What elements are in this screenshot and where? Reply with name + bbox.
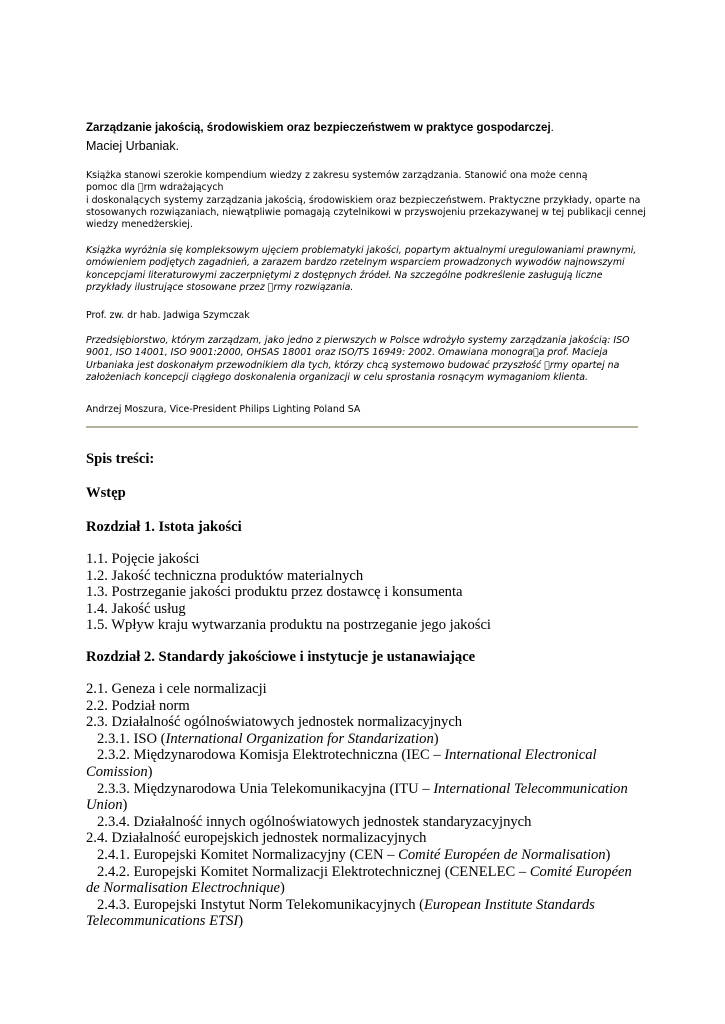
toc-subitem [86, 847, 646, 864]
toc-item: 1.5. Wpływ kraju wytwarzania produktu na postrzeganie jego jakości [86, 617, 491, 634]
description-line-2: pomoc dla  rm wdrażających [86, 182, 224, 194]
toc-subitem [86, 864, 646, 897]
book-header [86, 121, 646, 155]
toc-subitem-italic: Comité Européen de Normalisation Electrochnique [86, 863, 632, 897]
review-signature-1: Prof. zw. dr hab. Jadwiga Szymczak [86, 310, 250, 321]
toc-subitem-text: 2.3.2. Międzynarodowa Komisja Elektrotechniczna (IEC – [97, 747, 445, 764]
chapter-1-title: Rozdział 1. Istota jakości [86, 519, 242, 535]
chapter-2-title: Rozdział 2. Standardy jakościowe i instytucje je ustanawiające [86, 648, 476, 665]
toc-item: 2.1. Geneza i cele normalizacji [86, 680, 267, 697]
toc-subitem-italic: European Institute Standards Telecommunications ETSI [86, 896, 595, 930]
toc-subitem-text: ) [280, 880, 285, 897]
description-line-3: i doskonalących systemy zarządzania jakością, środowiskiem oraz bezpieczeństwem. Praktyczne przykłady, oparte na stosowanych rozwiązaniach, niewątpliwie pomagają czytelnikowi w przyswojeniu przekazywanej w tej publikacji cennej wiedzy menedżerskiej. [86, 194, 646, 231]
toc-subitem-text: 2.3.3. Międzynarodowa Unia Telekomunikacyjna (ITU – [97, 780, 434, 797]
toc-subitem-italic: International Telecommunication Union [86, 780, 628, 814]
table-of-contents [86, 451, 646, 930]
toc-item: 2.4. Działalność europejskich jednostek normalizacyjnych [86, 830, 427, 847]
toc-subitem [86, 781, 646, 814]
book-title-period: . [550, 122, 554, 134]
toc-subitem [86, 897, 646, 930]
toc-subitem-text: 2.4.3. Europejski Instytut Norm Telekomunikacyjnych ( [97, 896, 425, 913]
book-author: Maciej Urbaniak. [86, 139, 180, 153]
book-description [86, 170, 646, 231]
toc-subitem-text: 2.4.2. Europejski Komitet Normalizacji Elektrotechnicznej (CENELEC – [97, 863, 530, 880]
toc-subitem-text: ) [433, 730, 439, 747]
toc-item: 2.3. Działalność ogólnoświatowych jednostek normalizacyjnych [86, 714, 463, 731]
toc-heading: Spis treści: [86, 451, 155, 467]
review-quote-1: Książka wyróżnia się kompleksowym ujęciem problematyki jakości, popartym aktualnymi uregulowaniami prawnymi, omówieniem podjętych zagadnień, a zarazem bardzo rzetelnym wsparciem prowadzonych wywodów najnowszymi koncepcjami literaturowymi zaczerpniętymi z dostępnych źródeł. Na szczególne podkreślenie zasługują liczne przykłady ilustrujące stosowane przez  rmy rozwiązania. [86, 245, 637, 293]
toc-item: 1.4. Jakość usług [86, 600, 186, 617]
toc-subitem: 2.3.4. Działalność innych ogólnoświatowych jednostek standaryzacyjnych [97, 813, 532, 830]
book-title [86, 121, 646, 136]
toc-subitem-text: 2.3.1. ISO ( [97, 730, 166, 747]
book-title-text: Zarządzanie jakością, środowiskiem oraz bezpieczeństwem w praktyce gospodarczej [86, 122, 551, 134]
toc-item: 2.2. Podział norm [86, 697, 190, 714]
review-signature-2: Andrzej Moszura, Vice-President Philips Lighting Poland SA [86, 404, 361, 415]
toc-subitem-text: ) [238, 913, 244, 930]
toc-item: 1.1. Pojęcie jakości [86, 551, 200, 567]
toc-intro: Wstęp [86, 485, 126, 501]
toc-item: 1.3. Postrzeganie jakości produktu przez dostawcę i konsumenta [86, 584, 463, 601]
toc-subitem-italic: International Organization for Standarization [165, 730, 434, 747]
toc-subitem-italic: International Electronical Comission [86, 747, 597, 780]
toc-subitem [86, 747, 646, 780]
toc-item: 1.2. Jakość techniczna produktów materialnych [86, 567, 364, 584]
description-line-1: Książka stanowi szerokie kompendium wiedzy z zakresu systemów zarządzania. Stanowić ona może cenną [86, 170, 588, 181]
section-divider [86, 426, 638, 428]
toc-subitem-text: 2.4.1. Europejski Komitet Normalizacyjny (CEN – [97, 846, 399, 863]
toc-subitem [86, 731, 646, 748]
toc-subitem-italic: Comité Européen de Normalisation [398, 846, 606, 863]
toc-subitem-text: ) [147, 763, 153, 780]
toc-subitem-text: ) [605, 846, 611, 863]
toc-subitem-text: ) [122, 797, 128, 814]
review-quote-2: Przedsiębiorstwo, którym zarządzam, jako jedno z pierwszych w Polsce wdrożyło systemy zarządzania jakością: ISO 9001, ISO 14001, ISO 9001:2000, OHSAS 18001 oraz ISO/TS 16949: 2002. Omawiana monogra a prof. Macieja Urbaniaka jest doskonałym przewodnikiem dla tych, którzy chcą systemowo budować przyszłość  rmy opartej na założeniach koncepcji ciągłego doskonalenia organizacji w celu sprostania rosnącym wymaganiom klienta. [86, 335, 630, 383]
